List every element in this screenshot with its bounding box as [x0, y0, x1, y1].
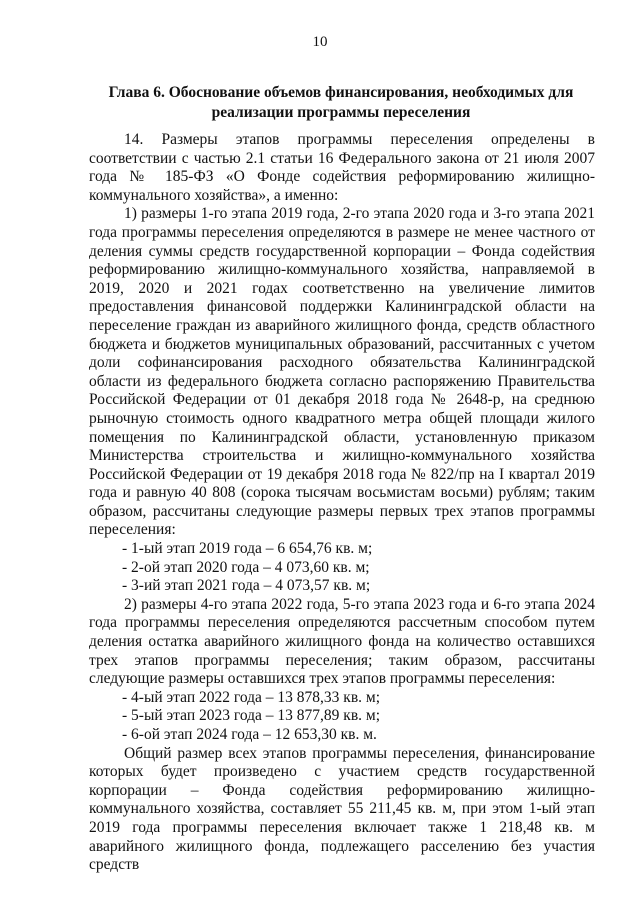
page-number: 10: [312, 34, 328, 50]
list-item-stage-4: - 4-ый этап 2022 года – 13 878,33 кв. м;: [122, 688, 380, 706]
chapter-title: Глава 6. Обоснование объемов финансирования, необходимых для реализации программы переселения: [108, 84, 574, 121]
list-item-stage-3: - 3-ий этап 2021 года – 4 073,57 кв. м;: [122, 577, 371, 595]
paragraph-intro: 14. Размеры этапов программы переселения определены в соответствии с частью 2.1 статьи 16 Федерального закона от 21 июля 2007 года № 185-ФЗ «О Фонде содействия реформированию жилищно-коммунального хозяйства», а именно:: [89, 131, 595, 204]
list-item-stage-5: - 5-ый этап 2023 года – 13 877,89 кв. м;: [122, 707, 380, 725]
list-item-stage-1: - 1-ый этап 2019 года – 6 654,76 кв. м;: [122, 540, 373, 558]
paragraph-summary: Общий размер всех этапов программы переселения, финансирование которых будет произведено с участием средств государственной корпорации – Фонда содействия реформированию жилищно-коммунального хозяйства, составляет 55 211,45 кв. м, при этом 1-ый этап 2019 года программы переселения включает также 1 218,48 кв. м аварийного жилищного фонда, подлежащего расселению без участия средств: [89, 744, 595, 874]
body-text: [89, 131, 595, 875]
paragraph-item-2: 2) размеры 4-го этапа 2022 года, 5-го этапа 2023 года и 6-го этапа 2024 года программы переселения определяются рассчетным способом путем деления остатка аварийного жилищного фонда на количество оставшихся трех этапов программы переселения; таким образом, рассчитаны следующие размеры оставшихся трех этапов программы переселения:: [89, 595, 595, 688]
paragraph-item-1: 1) размеры 1-го этапа 2019 года, 2-го этапа 2020 года и 3-го этапа 2021 года программы переселения определяются в размере не менее частного от деления суммы средств государственной корпорации – Фонда содействия реформированию жилищно-коммунального хозяйства, направляемой в 2019, 2020 и 2021 годах соответственно на увеличение лимитов предоставления финансовой поддержки Калининградской области на переселение граждан из аварийного жилищного фонда, средств областного бюджета и бюджетов муниципальных образований, рассчитанных с учетом доли софинансирования расходного обязательства Калининградской области из федерального бюджета согласно распоряжению Правительства Российской Федерации от 01 декабря 2018 года № 2648-р, на среднюю рыночную стоимость одного квадратного метра общей площади жилого помещения по Калининградской области, установленную приказом Министерства строительства и жилищно-коммунального хозяйства Российской Федерации от 19 декабря 2018 года № 822/пр на I квартал 2019 года и равную 40 808 (сорока тысячам восьмистам восьми) рублям; таким образом, рассчитаны следующие размеры первых трех этапов программы переселения:: [89, 205, 595, 539]
list-item-stage-2: - 2-ой этап 2020 года – 4 073,60 кв. м;: [122, 558, 370, 576]
list-item-stage-6: - 6-ой этап 2024 года – 12 653,30 кв. м.: [122, 726, 377, 743]
